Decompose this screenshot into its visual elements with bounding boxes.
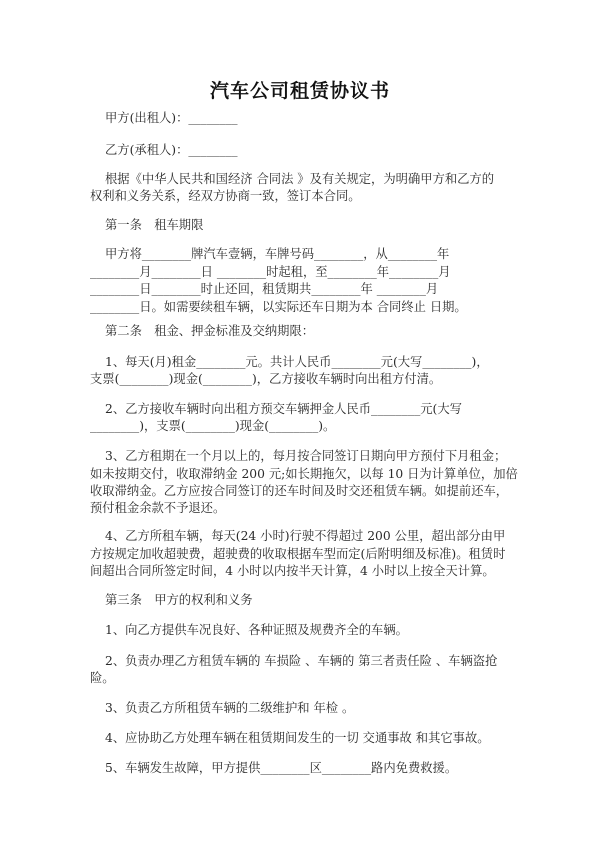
article-2-item-1: 支票(________)现金(________)，乙方接收车辆时向出租方付清。 (90, 372, 442, 386)
article-2-item-2: ________)，支票(________)现金(________)。 (90, 419, 336, 433)
article-2-item-4: 4、乙方所租车辆，每天(24 小时)行驶不得超过 200 公里，超出部分由甲 (105, 529, 506, 543)
article-2-item-3: 收取滞纳金。乙方应按合同签订的还车时间及时交还租赁车辆。如提前还车， (90, 484, 509, 498)
preamble-line: 权利和义务关系，经双方协商一致，签订本合同。 (90, 189, 361, 203)
article-3-heading: 第三条 甲方的权利和义务 (105, 593, 253, 607)
article-3-item-1: 1、向乙方提供车况良好、各种证照及规费齐全的车辆。 (105, 623, 408, 637)
document-title: 汽车公司租赁协议书 (209, 80, 390, 102)
article-2-item-3: 3、乙方租期在一个月以上的，每月按合同签订日期向甲方预付下月租金； (105, 449, 507, 463)
article-3-item-5: 5、车辆发生故障，甲方提供________区________路内免费救援。 (105, 761, 458, 775)
party-b-line: 乙方(承租人)：________ (105, 143, 238, 157)
article-2-item-4: 间超出合同所签定时间，4 小时以内按半天计算，4 小时以上按全天计算。 (90, 564, 495, 578)
article-2-item-4: 方按规定加收超驶费，超驶费的收取根据车型而定(后附明细及标准)。租赁时 (90, 547, 506, 561)
article-2-item-1: 1、每天(月)租金________元。共计人民币________元(大写________)， (105, 355, 489, 369)
article-1-line: ________日。如需要续租车辆，以实际还车日期为本 合同终止 日期。 (90, 300, 467, 314)
article-1-heading: 第一条 租车期限 (105, 218, 204, 232)
article-1-line: 甲方将________牌汽车壹辆，车牌号码________，从________年 (105, 247, 450, 261)
article-3-item-4: 4、应协助乙方处理车辆在租赁期间发生的一切 交通事故 和其它事故。 (105, 731, 490, 745)
article-2-item-2: 2、乙方接收车辆时向出租方预交车辆押金人民币________元(大写 (105, 402, 462, 416)
article-3-item-2: 险。 (90, 671, 115, 685)
article-1-line: ________月________日 ________时起租，至________年________月 (90, 265, 451, 279)
article-1-line: ________日________时止还回，租赁期共________年 ________月 (90, 282, 439, 296)
article-2-item-3: 预付租金余款不予退还。 (90, 501, 226, 515)
preamble-line: 根据《中华人民共和国经济 合同法 》及有关规定，为明确甲方和乙方的 (105, 172, 495, 186)
article-2-item-3: 如未按期交付，收取滞纳金 200 元;如长期拖欠，以每 10 日为计算单位，加倍 (90, 467, 518, 481)
party-a-line: 甲方(出租人)：________ (105, 111, 238, 125)
article-3-item-2: 2、负责办理乙方租赁车辆的 车损险 、车辆的 第三者责任险 、车辆盗抢 (105, 654, 498, 668)
article-2-heading: 第二条 租金、押金标准及交纳期限： (105, 324, 315, 338)
article-3-item-3: 3、负责乙方所租赁车辆的二级维护和 年检 。 (105, 701, 355, 715)
